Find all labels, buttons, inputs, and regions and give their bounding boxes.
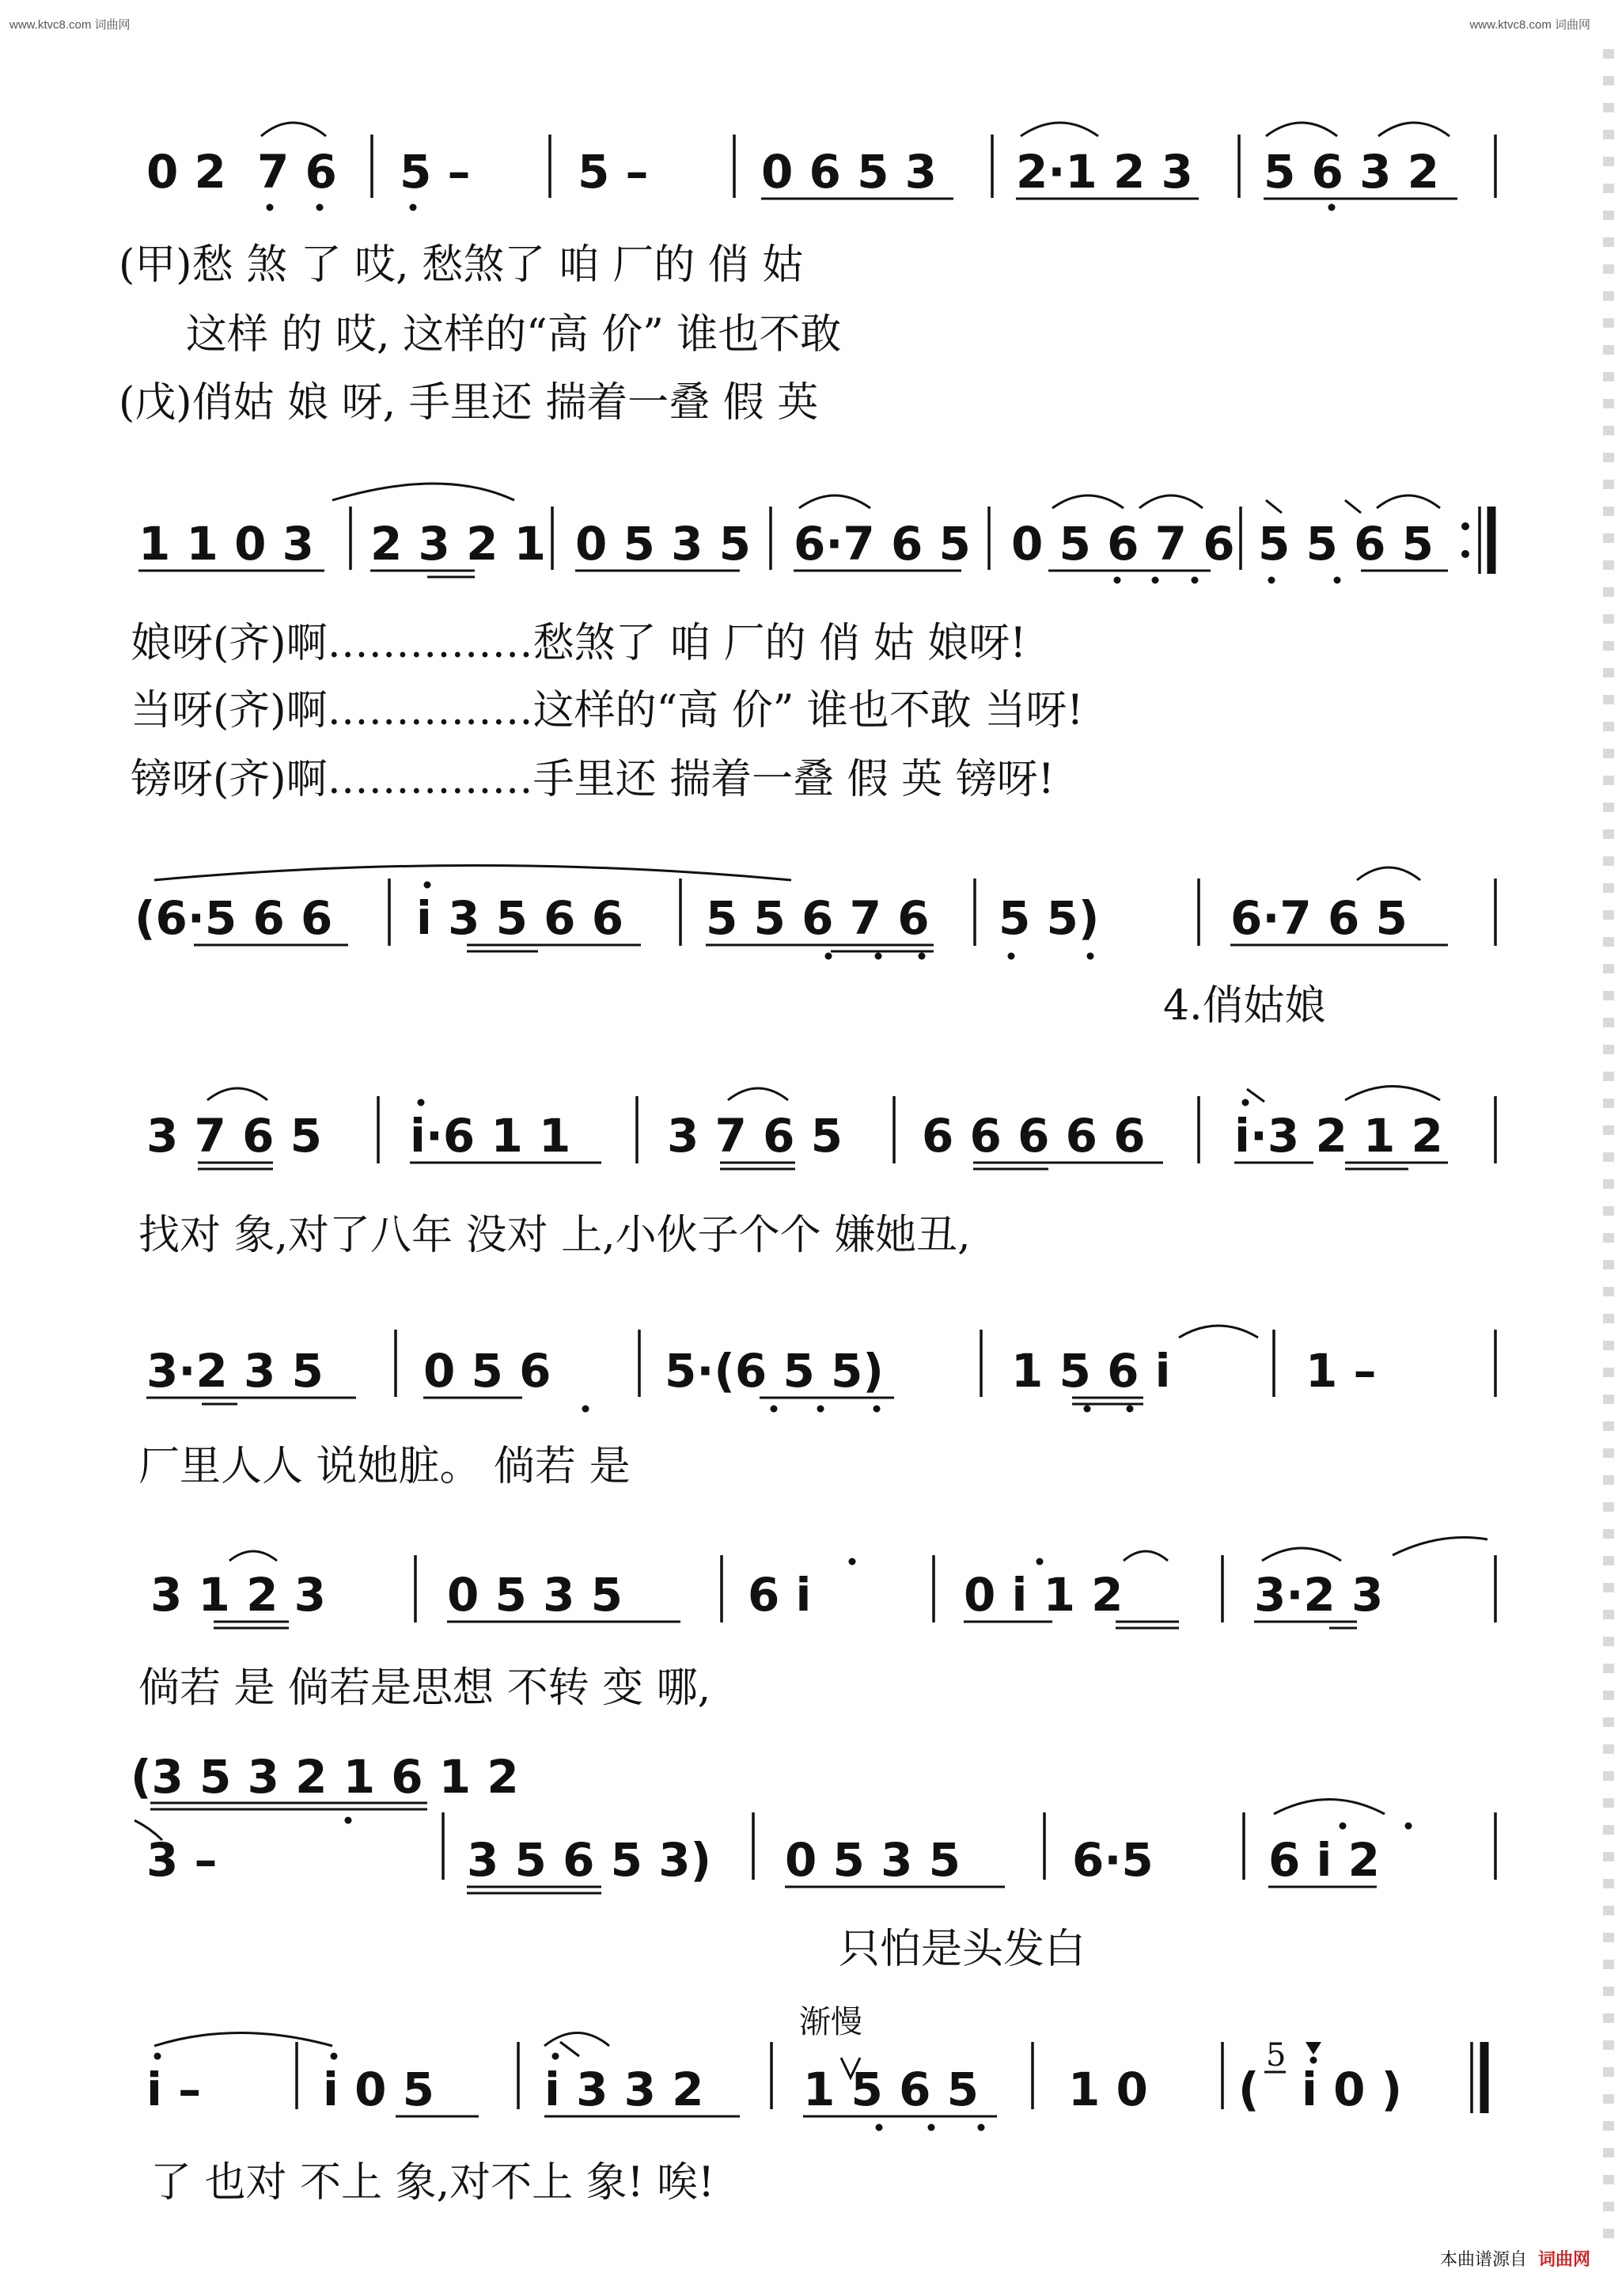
high-dot <box>1340 1823 1347 1830</box>
accent-mark <box>1306 2042 1321 2055</box>
system-3 <box>135 866 1495 1030</box>
note-digits: 6·5 <box>1072 1833 1154 1887</box>
high-dot <box>424 882 431 889</box>
note-digits: 0 5 3 5 <box>575 517 752 571</box>
note-digits: i 3 3 2 <box>544 2063 704 2116</box>
low-dot <box>874 1406 881 1413</box>
slur <box>728 1088 788 1100</box>
lyric-line: (甲)愁 煞 了 哎, 愁煞了 咱 厂的 俏 姑 <box>119 241 804 289</box>
low-dot <box>817 1406 824 1413</box>
note-digits: i·6 1 1 <box>410 1109 571 1163</box>
low-dot <box>919 953 926 960</box>
system-5 <box>138 1326 1495 1490</box>
note-digits: 0 6 5 3 <box>761 145 938 199</box>
note-digits: 3 1 2 3 <box>150 1568 327 1622</box>
high-dot <box>331 2053 338 2060</box>
system-4 <box>138 1087 1495 1260</box>
note-digits: i 0 5 <box>323 2063 434 2116</box>
low-dot <box>582 1406 589 1413</box>
slur <box>1139 495 1203 508</box>
slur <box>154 866 791 881</box>
note-digits: 5 5 6 5 <box>1258 517 1434 571</box>
note-digits: 3 7 6 5 <box>667 1109 843 1163</box>
low-dot <box>1328 204 1336 211</box>
note-digits: 5·(6 5 5) <box>665 1344 884 1398</box>
repeat-dot <box>1461 522 1469 530</box>
tempo-mark: 渐慢 <box>799 2004 862 2040</box>
header-site-left: www.ktvc8.com 词曲网 <box>9 18 131 32</box>
note-digits: 0 i 1 2 <box>964 1568 1124 1622</box>
slur <box>1052 495 1124 508</box>
lyric-line: 这样 的 哎, 这样的“高 价” 谁也不敢 <box>186 311 842 359</box>
slur <box>1393 1538 1487 1556</box>
note-digits: i·3 2 1 2 <box>1234 1109 1443 1163</box>
low-dot <box>1152 577 1159 584</box>
lyric-line: 镑呀(齐)啊……………手里还 揣着一叠 假 英 镑呀! <box>131 756 1055 803</box>
footer <box>1440 2246 1590 2271</box>
low-dot <box>316 204 324 211</box>
footer-source-text: 本曲谱源自 <box>1439 2249 1527 2269</box>
low-dot <box>1192 577 1199 584</box>
lyric-line: 倘若 是 倘若是思想 不转 变 哪, <box>138 1664 711 1712</box>
system-6 <box>138 1538 1495 1713</box>
slur <box>1266 123 1337 136</box>
system-7 <box>131 1750 1495 1973</box>
note-digits: 3 5 6 5 3) <box>467 1833 712 1887</box>
note-digits: 5 – <box>400 145 471 199</box>
note-digits: 3 7 6 5 <box>146 1109 323 1163</box>
lyric-line: 了 也对 不上 象,对不上 象! 唉! <box>150 2159 714 2207</box>
high-dot <box>1242 1099 1249 1106</box>
low-dot <box>410 204 417 211</box>
low-dot <box>928 2124 935 2131</box>
low-dot <box>1127 1406 1134 1413</box>
slur <box>1179 1326 1258 1338</box>
note-digits: 3·2 3 5 <box>146 1344 324 1398</box>
slur <box>799 495 870 508</box>
low-dot <box>875 953 882 960</box>
note-digits: 6 6 6 6 6 <box>922 1109 1146 1163</box>
note-digits: i 3 5 6 6 <box>416 891 624 945</box>
slur <box>1124 1551 1168 1561</box>
glide-mark <box>1266 500 1282 513</box>
high-dot <box>849 1558 856 1565</box>
slur <box>154 2033 332 2047</box>
note-digits: i 0 ) <box>1302 2063 1403 2116</box>
lyric-line: 厂里人人 说她脏。 倘若 是 <box>138 1443 631 1490</box>
slur <box>1357 867 1420 880</box>
low-dot <box>825 953 832 960</box>
note-digits: i – <box>146 2063 202 2116</box>
high-dot <box>1036 1558 1044 1565</box>
system-2 <box>131 484 1491 803</box>
footer-brand-link[interactable]: 词曲网 <box>1537 2249 1590 2269</box>
note-digits: 6·7 6 5 <box>1230 891 1408 945</box>
header-site-right: www.ktvc8.com 词曲网 <box>1469 18 1590 32</box>
low-dot <box>1087 953 1094 960</box>
note-digits: 6 i 2 <box>1268 1833 1380 1887</box>
grace-note-mark: 5 <box>1266 2037 1287 2074</box>
note-digits: 1 5 6 i <box>1011 1344 1171 1398</box>
lyric-line: 娘呀(齐)啊……………愁煞了 咱 厂的 俏 姑 娘呀! <box>131 620 1027 667</box>
note-digits: 1 5 6 5 <box>803 2063 980 2116</box>
high-dot <box>418 1099 425 1106</box>
slur <box>1274 1800 1385 1815</box>
low-dot <box>1334 577 1341 584</box>
system-8 <box>146 2004 1484 2207</box>
low-dot <box>978 2124 985 2131</box>
note-digits: 5 6 3 2 <box>1264 145 1440 199</box>
note-digits: 0 2 <box>146 145 226 199</box>
lyric-line: 找对 象,对了八年 没对 上,小伙子个个 嫌她丑, <box>138 1212 971 1259</box>
slur <box>229 1551 277 1561</box>
lyric-line: 只怕是头发白 <box>839 1926 1086 1973</box>
high-dot <box>154 2053 161 2060</box>
note-digits: 2·1 2 3 <box>1016 145 1193 199</box>
note-digits: 5 – <box>578 145 649 199</box>
glide-mark <box>1345 500 1361 513</box>
note-digits: 5 5 6 7 6 <box>706 891 930 945</box>
slur <box>207 1088 267 1100</box>
note-digits: 5 5) <box>999 891 1100 945</box>
slur <box>1021 123 1098 136</box>
low-dot <box>1268 577 1275 584</box>
slur <box>261 123 326 136</box>
slur <box>1345 1087 1440 1101</box>
low-dot <box>267 204 274 211</box>
note-digits: (6·5 6 6 <box>135 891 333 945</box>
slur <box>1377 495 1440 508</box>
note-digits: ( <box>1238 2063 1260 2116</box>
note-digits: 2 3 2 1 <box>370 517 547 571</box>
note-digits: 1 – <box>1306 1344 1377 1398</box>
low-dot <box>1008 953 1015 960</box>
note-digits: 0 5 6 7 6 <box>1011 517 1235 571</box>
repeat-dot <box>1461 550 1469 558</box>
system-1 <box>119 123 1495 427</box>
low-dot <box>1114 577 1121 584</box>
high-dot <box>552 2053 559 2060</box>
low-dot <box>1084 1406 1091 1413</box>
note-digits: 6 i <box>748 1568 812 1622</box>
note-digits: 6·7 6 5 <box>794 517 971 571</box>
note-digits: 3·2 3 <box>1254 1568 1384 1622</box>
note-digits: 0 5 6 <box>423 1344 551 1398</box>
lyric-line: 4.俏姑娘 <box>1163 982 1326 1030</box>
low-dot <box>345 1817 352 1824</box>
note-digits: 1 0 <box>1068 2063 1148 2116</box>
glide-mark <box>1247 1089 1264 1102</box>
note-digits: 0 5 3 5 <box>447 1568 623 1622</box>
glide-mark <box>560 2042 579 2056</box>
slur <box>1378 123 1450 136</box>
note-digits: 7 6 <box>257 145 337 199</box>
slur <box>332 484 514 500</box>
upper-line-digits: (3 5 3 2 1 6 1 2 <box>131 1750 519 1804</box>
lyric-line: (戊)俏姑 娘 呀, 手里还 揣着一叠 假 英 <box>119 379 819 427</box>
low-dot <box>771 1406 778 1413</box>
note-digits: 3 – <box>146 1833 218 1887</box>
high-dot <box>1405 1823 1412 1830</box>
note-digits: 1 1 0 3 <box>138 517 315 571</box>
lyric-line: 当呀(齐)啊……………这样的“高 价” 谁也不敢 当呀! <box>131 687 1084 734</box>
low-dot <box>876 2124 883 2131</box>
slur <box>1262 1548 1341 1561</box>
slur <box>544 2033 609 2047</box>
note-digits: 0 5 3 5 <box>785 1833 961 1887</box>
